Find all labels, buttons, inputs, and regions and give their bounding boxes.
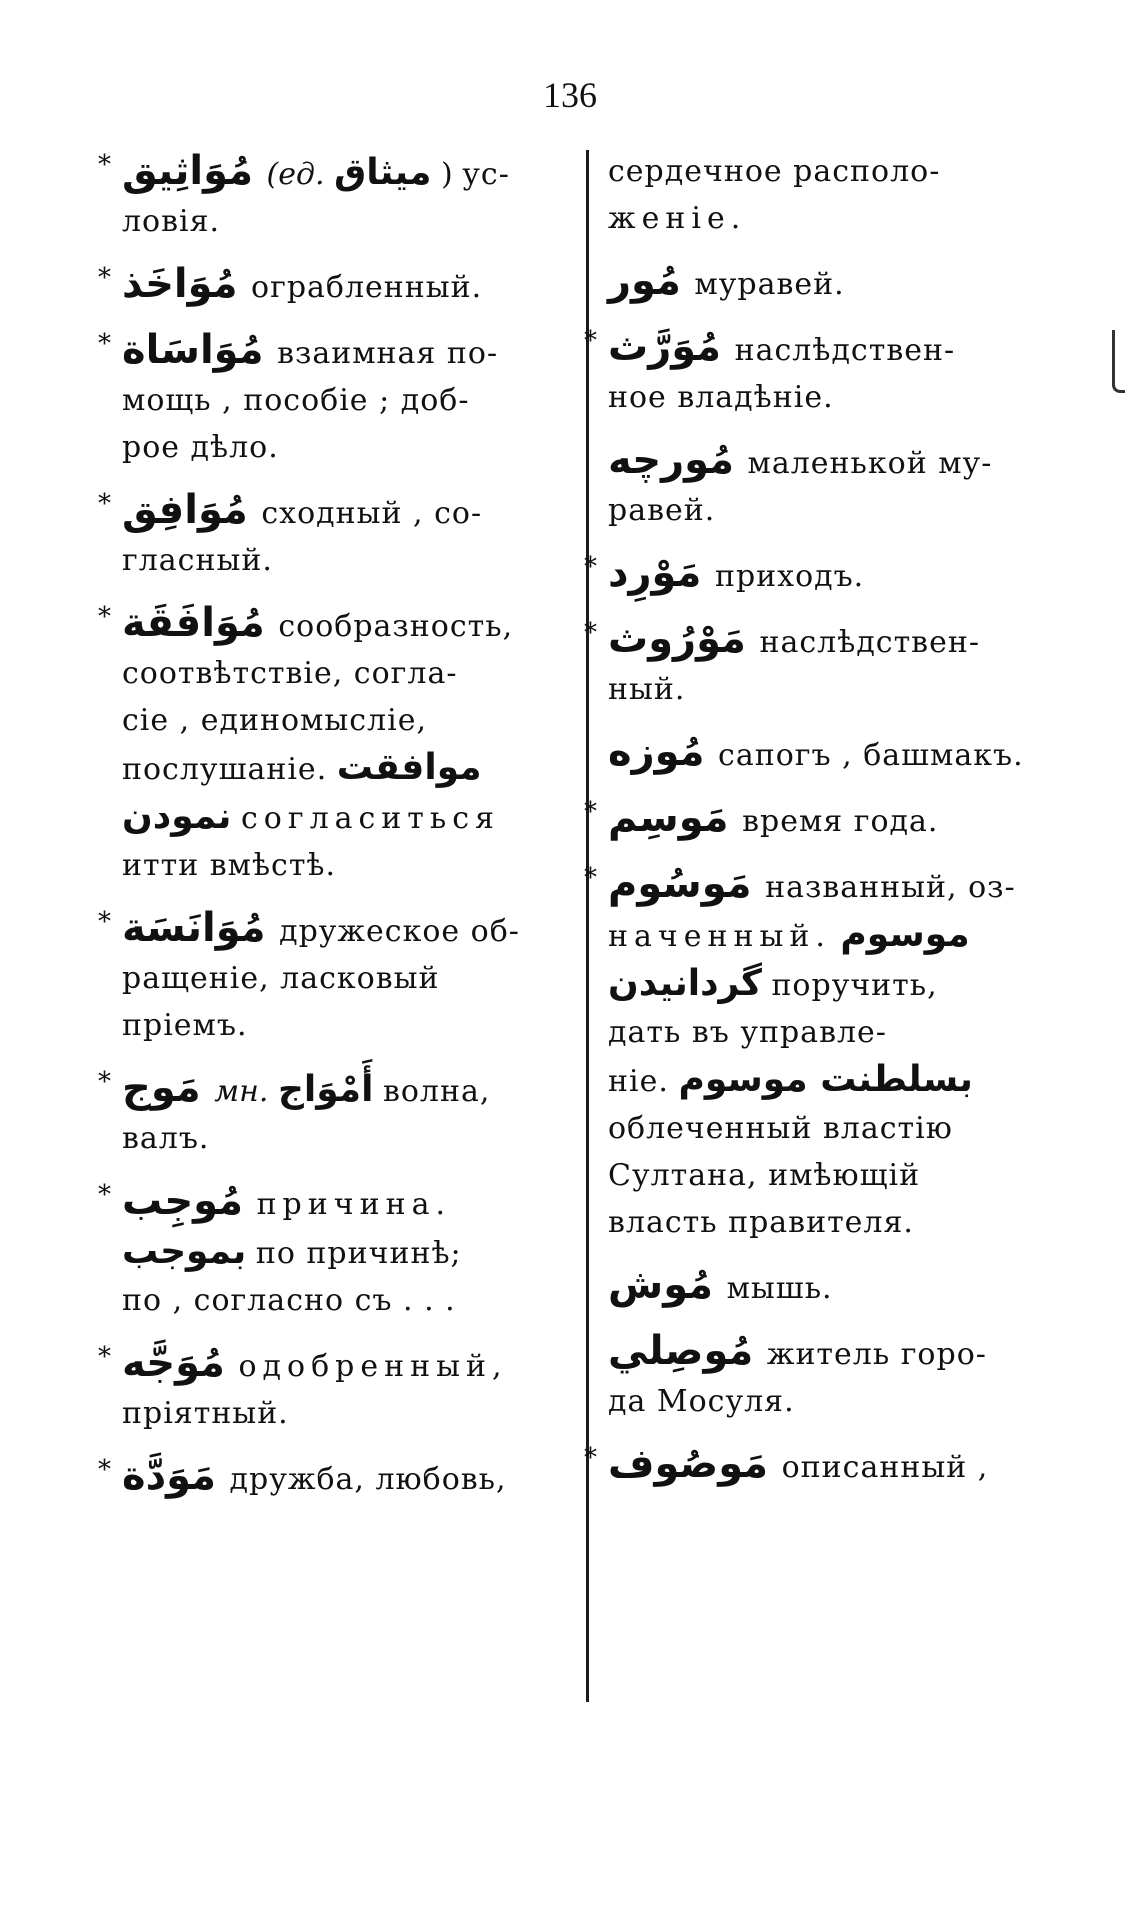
gloss-text: послушаніе. [122, 752, 328, 787]
dictionary-entry [584, 861, 1048, 1246]
entry-gloss-line: ное владѣніе. [608, 380, 834, 415]
dictionary-entry [584, 616, 1048, 713]
entry-gloss-line [608, 911, 1048, 960]
headword-arabic: مُوَرَّث [608, 324, 722, 370]
dictionary-entry [608, 437, 1048, 534]
dictionary-entry [608, 729, 1048, 779]
entry-gloss-line: валъ. [122, 1121, 210, 1156]
gloss-arabic: بسلطنت موسوم [678, 1059, 973, 1100]
entry-gloss-line: соотвѣтствіе, согла- [122, 656, 458, 691]
dictionary-entry [98, 905, 574, 1049]
dictionary-entry [584, 324, 1048, 421]
gloss-text: согласиться [240, 801, 500, 836]
entry-gloss-line: по , согласно съ . . . [122, 1283, 456, 1318]
entry-star: * [98, 1342, 111, 1372]
entry-gloss: дружеское об- [279, 914, 520, 949]
dictionary-entry [98, 600, 574, 889]
gloss-arabic: نمودن [122, 796, 232, 837]
headword-arabic: مَوج [122, 1065, 201, 1111]
dictionary-entry [584, 795, 1048, 845]
entry-star: * [584, 1443, 597, 1473]
headword-arabic: مُور [608, 258, 681, 304]
entry-note: мн. [214, 1074, 269, 1109]
note-arabic: أَمْوَاج [277, 1069, 374, 1110]
entry-star: * [584, 618, 597, 648]
dictionary-entry [98, 148, 574, 245]
dictionary-entry [608, 258, 1048, 308]
entry-gloss-line: мощь , пособіе ; доб- [122, 383, 470, 418]
entry-gloss: ус- [462, 157, 510, 192]
headword-arabic: مُوَاثِيق [122, 148, 253, 194]
entry-star: * [98, 263, 111, 293]
gloss-text: по причинѣ; [255, 1236, 462, 1271]
headword-arabic: مُوجِب [122, 1178, 244, 1224]
entry-gloss: время года. [742, 804, 939, 839]
headword-arabic: مَوْرِد [608, 550, 702, 596]
entry-star: * [98, 907, 111, 937]
entry-gloss: сообразность, [278, 609, 514, 644]
gloss-arabic: بموجب [122, 1231, 247, 1272]
dictionary-entry [608, 1328, 1048, 1425]
entry-star: * [98, 489, 111, 519]
headword-arabic: مَوصُوف [608, 1441, 769, 1487]
headword-arabic: مُوصِلي [608, 1328, 754, 1374]
entry-gloss-line: ращеніе, ласковый [122, 961, 440, 996]
headword-arabic: مُوَاخَذ [122, 261, 238, 307]
entry-gloss-line: рое дѣло. [122, 430, 279, 465]
dictionary-entry [584, 550, 1048, 600]
entry-gloss-line [122, 793, 574, 842]
right-column [584, 148, 1048, 1708]
note-arabic: ميثاق [334, 152, 432, 193]
entry-gloss: наслѣдствен- [734, 333, 956, 368]
entry-star: * [584, 863, 597, 893]
entry-gloss: ограбленный. [251, 270, 483, 305]
gloss-arabic: موسوم [840, 914, 970, 955]
entry-gloss: мышь. [726, 1271, 833, 1306]
entry-gloss-line: равей. [608, 493, 716, 528]
gloss-text: наченный. [608, 919, 831, 954]
entry-gloss-line: итти вмѣстѣ. [122, 848, 337, 883]
dictionary-entry [98, 261, 574, 311]
entry-star: * [98, 1455, 111, 1485]
entry-gloss: взаимная по- [277, 336, 499, 371]
headword-arabic: مُوَافِق [122, 487, 248, 533]
entry-gloss: сходный , со- [261, 496, 483, 531]
entry-gloss: названный, оз- [765, 870, 1016, 905]
headword-arabic: مَوسِم [608, 795, 729, 841]
entry-star: * [584, 552, 597, 582]
page-number: 136 [543, 75, 597, 115]
entry-star: * [98, 1180, 111, 1210]
headword-arabic: مُوش [608, 1262, 714, 1308]
entry-gloss: дружба, любовь, [229, 1462, 507, 1497]
dictionary-entry [98, 1453, 574, 1503]
entry-gloss-line: да Мосуля. [608, 1384, 795, 1419]
entry-gloss-line [122, 744, 574, 793]
entry-gloss-line: облеченный властію [608, 1111, 953, 1146]
headword-arabic: مُوَانَسَة [122, 905, 266, 951]
entry-gloss-line: сіе , единомысліе, [122, 703, 427, 738]
entry-gloss-line: сердечное располо- [608, 154, 941, 189]
entry-gloss: описанный , [781, 1450, 989, 1485]
entry-gloss: волна, [382, 1074, 491, 1109]
left-column [98, 148, 574, 1708]
headword-arabic: مُوَافَقَة [122, 600, 265, 646]
headword-arabic: مَوَدَّة [122, 1453, 216, 1499]
entry-note: (ед. [266, 157, 325, 192]
entry-gloss: причина. [256, 1187, 452, 1222]
dictionary-entry [98, 1340, 574, 1437]
entry-star: * [98, 1067, 111, 1097]
gloss-text: поручить, [771, 968, 938, 1003]
entry-gloss-line: женіе. [608, 201, 747, 236]
entry-gloss: сапогъ , башмакъ. [718, 738, 1024, 773]
entry-gloss-line: ловія. [122, 204, 221, 239]
dictionary-entry [584, 1441, 1048, 1491]
dictionary-entry [98, 487, 574, 584]
entry-gloss-line [608, 1056, 1048, 1105]
headword-arabic: مَوسُوم [608, 861, 752, 907]
note-close: ) [441, 157, 453, 192]
entry-gloss-line: дать въ управле- [608, 1015, 887, 1050]
entry-gloss-line: гласный. [122, 543, 273, 578]
entry-gloss-line: ный. [608, 672, 686, 707]
gloss-arabic: گردانیدن [608, 963, 762, 1004]
entry-gloss-line [608, 960, 1048, 1009]
entry-star: * [98, 150, 111, 180]
dictionary-entry [98, 327, 574, 471]
entry-gloss: муравей. [694, 267, 845, 302]
dictionary-entry [98, 1178, 574, 1324]
entry-star: * [98, 329, 111, 359]
headword-arabic: مُوَاسَاة [122, 327, 264, 373]
headword-arabic: مُوَجَّه [122, 1340, 225, 1386]
dictionary-entry [608, 148, 1048, 242]
entry-gloss: житель горо- [766, 1337, 987, 1372]
gloss-arabic: موافقت [336, 747, 482, 788]
margin-mark [1112, 330, 1125, 393]
entry-gloss: наслѣдствен- [759, 625, 980, 660]
headword-arabic: مُوزه [608, 729, 705, 775]
entry-star: * [584, 326, 597, 356]
entry-gloss-line: пріемъ. [122, 1008, 248, 1043]
entry-gloss: одобренный, [238, 1349, 508, 1384]
entry-gloss-line: власть правителя. [608, 1205, 914, 1240]
entry-gloss-line: пріятный. [122, 1396, 289, 1431]
entry-gloss: приходъ. [714, 559, 865, 594]
entry-star: * [98, 602, 111, 632]
entry-star: * [584, 797, 597, 827]
dictionary-entry [98, 1065, 574, 1162]
entry-gloss-line [122, 1228, 574, 1277]
entry-gloss: маленькой му- [747, 446, 993, 481]
headword-arabic: مَوْرُوث [608, 616, 746, 662]
gloss-text: ніе. [608, 1064, 669, 1099]
headword-arabic: مُورچه [608, 437, 734, 483]
dictionary-entry [608, 1262, 1048, 1312]
entry-gloss-line: Султана, имѣющій [608, 1158, 921, 1193]
